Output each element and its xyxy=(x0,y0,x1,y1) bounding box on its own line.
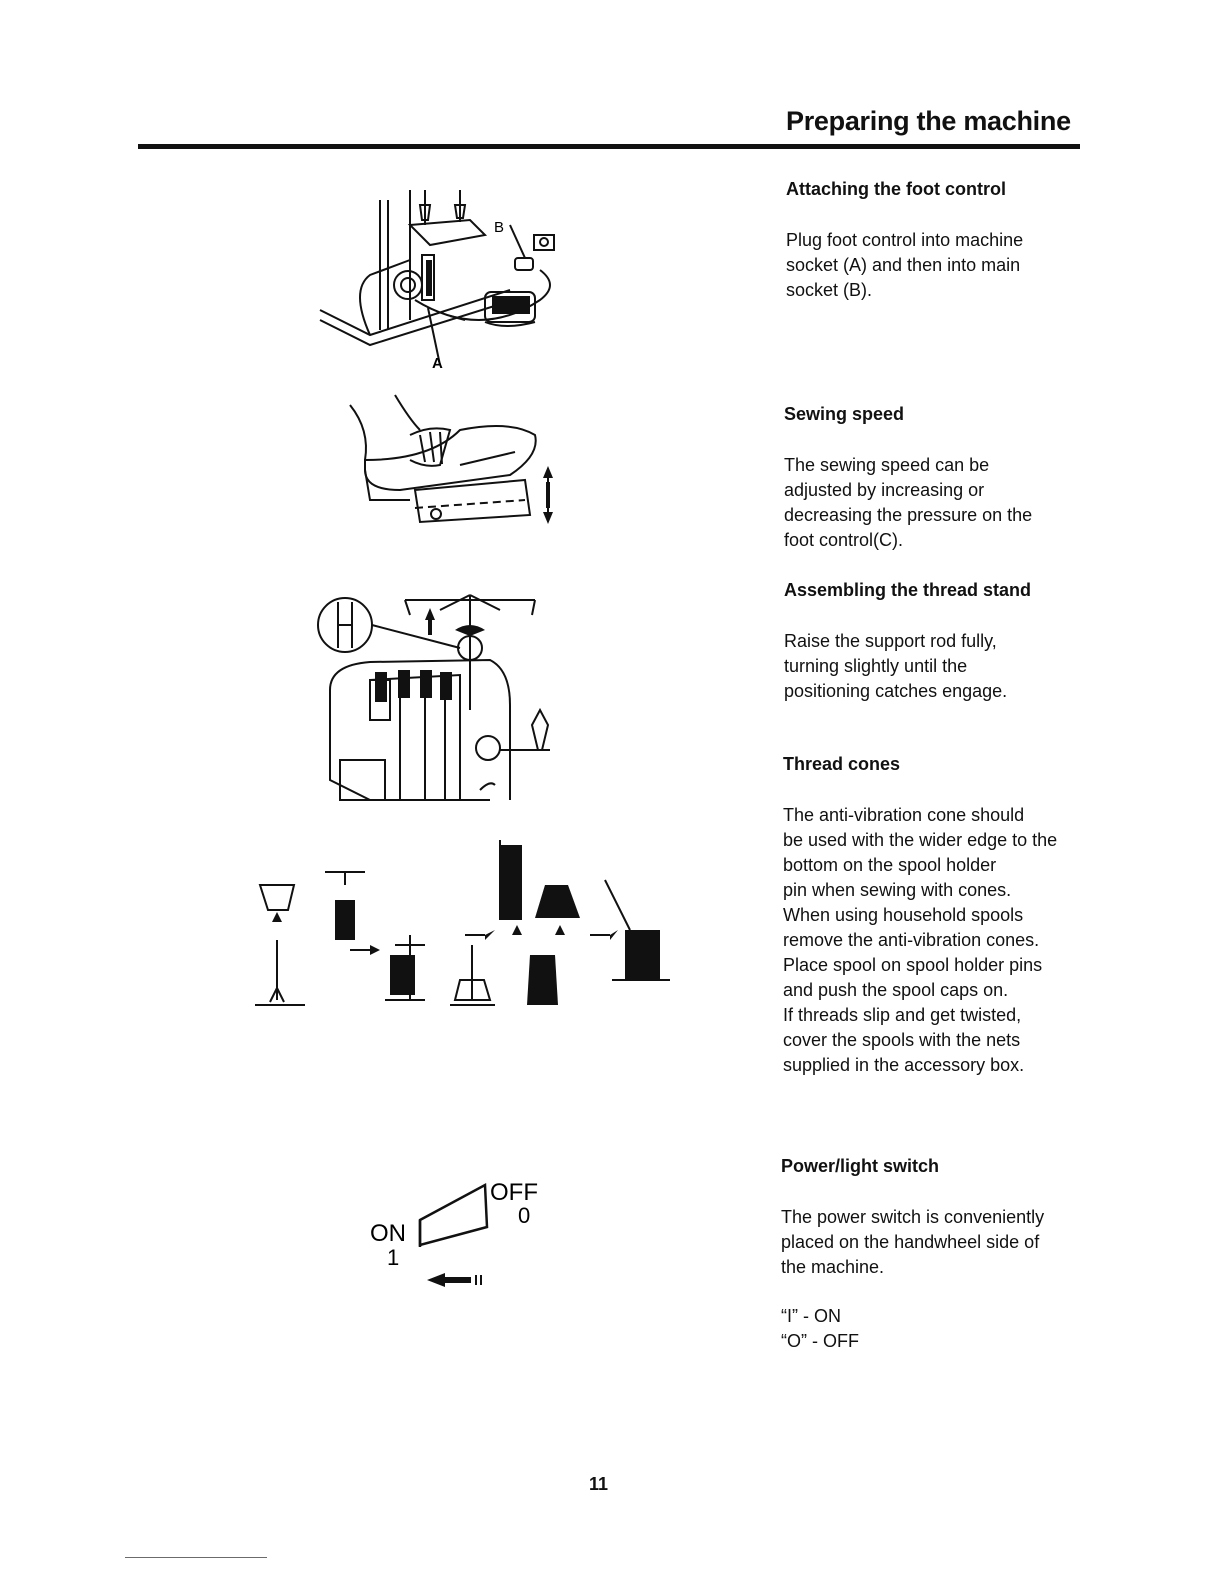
section-heading: Thread cones xyxy=(783,754,901,774)
section-body xyxy=(781,1205,1081,1280)
body-line: foot control(C). xyxy=(784,530,904,550)
body-line: pin when sewing with cones. xyxy=(783,880,1012,900)
page-title: Preparing the machine xyxy=(786,106,1071,136)
foot-control-plug-figure xyxy=(310,180,580,375)
body-line: Place spool on spool holder pins xyxy=(783,955,1043,975)
body-line: cover the spools with the nets xyxy=(783,1030,1021,1050)
section-thread-stand xyxy=(784,579,1084,704)
body-line: and push the spool caps on. xyxy=(783,980,1009,1000)
thread-stand-figure xyxy=(310,580,560,820)
section-body xyxy=(786,228,1086,303)
off-label: OFF xyxy=(490,1179,538,1206)
section-sewing-speed xyxy=(784,403,1084,553)
footer-line xyxy=(125,1557,267,1558)
thread-cones-figure xyxy=(250,840,680,1015)
power-switch-figure xyxy=(365,1165,565,1295)
section-foot-control xyxy=(786,178,1086,303)
header-rule xyxy=(138,144,1080,149)
body-line: decreasing the pressure on the xyxy=(784,505,1033,525)
section-heading: Assembling the thread stand xyxy=(784,580,1032,600)
body-line: be used with the wider edge to the xyxy=(783,830,1058,850)
body-line: Raise the support rod fully, xyxy=(784,631,997,651)
section-power-switch xyxy=(781,1155,1081,1354)
label-a: A xyxy=(432,355,443,372)
switch-states xyxy=(781,1304,1081,1354)
body-line: bottom on the spool holder xyxy=(783,855,997,875)
on-symbol: 1 xyxy=(387,1245,400,1270)
state-on: “I” - ON xyxy=(781,1306,841,1326)
body-line: The sewing speed can be xyxy=(784,455,990,475)
section-heading: Attaching the foot control xyxy=(786,179,1006,199)
body-line: the machine. xyxy=(781,1257,885,1277)
body-line: remove the anti-vibration cones. xyxy=(783,930,1040,950)
section-body xyxy=(784,629,1084,704)
off-symbol: 0 xyxy=(518,1203,531,1228)
body-line: The power switch is conveniently xyxy=(781,1207,1045,1227)
section-body xyxy=(784,453,1084,553)
body-line: turning slightly until the xyxy=(784,656,968,676)
section-thread-cones xyxy=(783,753,1083,1078)
body-line: placed on the handwheel side of xyxy=(781,1232,1040,1252)
on-label: ON xyxy=(370,1220,406,1247)
body-line: positioning catches engage. xyxy=(784,681,1008,701)
body-line: The anti-vibration cone should xyxy=(783,805,1025,825)
body-line: socket (B). xyxy=(786,280,873,300)
page-number: 11 xyxy=(589,1474,609,1494)
body-line: adjusted by increasing or xyxy=(784,480,985,500)
body-line: When using household spools xyxy=(783,905,1024,925)
section-heading: Power/light switch xyxy=(781,1156,940,1176)
label-b: B xyxy=(494,219,505,236)
body-line: Plug foot control into machine xyxy=(786,230,1024,250)
body-line: If threads slip and get twisted, xyxy=(783,1005,1022,1025)
section-body xyxy=(783,803,1083,1078)
foot-pedal-figure xyxy=(340,390,570,535)
body-line: socket (A) and then into main xyxy=(786,255,1021,275)
section-heading: Sewing speed xyxy=(784,404,905,424)
state-off: “O” - OFF xyxy=(781,1331,859,1351)
body-line: supplied in the accessory box. xyxy=(783,1055,1025,1075)
